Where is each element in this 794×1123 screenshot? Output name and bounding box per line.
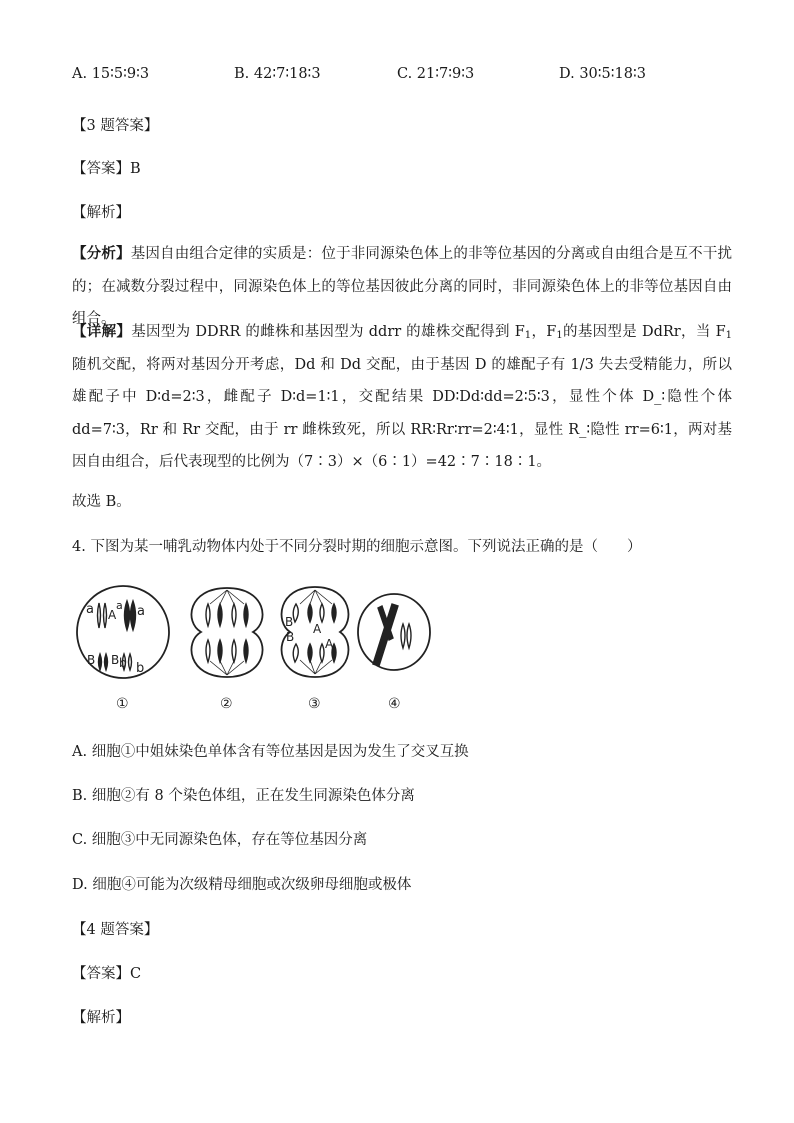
q4-option-c: C. 细胞③中无同源染色体，存在等位基因分离 [72,832,368,848]
cell1-label: a [116,599,123,612]
cell1-label: a [86,602,94,617]
q4-option-b: B. 细胞②有 8 个染色体组，正在发生同源染色体分离 [72,788,415,804]
cell1-label: b [136,661,145,676]
q3-answer-header: 【3 题答案】 [72,118,159,134]
cell1-label: a [137,604,145,619]
cell1-label: A [108,608,117,622]
q3-fenxi: 【分析】基因自由组合定律的实质是：位于非同源染色体上的非等位基因的分离或自由组合是互不干扰的；在减数分裂过程中，同源染色体上的等位基因彼此分离的同时，非同源染色体上的非等位基因自由组合。 [72,245,733,327]
cell1-label: b [119,656,127,670]
cell1-label: B [111,653,120,667]
q3-options-row [72,66,722,86]
cell3-label: A [325,637,334,651]
cell-number: ③ [308,696,321,712]
cell1-label: B [87,653,96,667]
q4-option-d: D. 细胞④可能为次级精母细胞或次级卵母细胞或极体 [72,877,412,893]
q3-option-c: C. 21∶7∶9∶3 [397,66,475,82]
cell-1 [77,586,169,678]
cell-2 [191,588,262,677]
q4-cell-figure [70,582,440,714]
q3-analysis-header: 【解析】 [72,205,130,221]
q3-answer: 【答案】B [72,161,141,177]
cell-4 [358,594,430,670]
q3-conclusion: 故选 B。 [72,494,131,510]
q3-option-a: A. 15∶5∶9∶3 [72,66,150,82]
q3-option-d: D. 30∶5∶18∶3 [559,66,647,82]
q4-stem: 4. 下图为某一哺乳动物体内处于不同分裂时期的细胞示意图。下列说法正确的是（ ） [72,539,642,555]
cell-diagram-svg [70,582,440,714]
q4-answer: 【答案】C [72,966,142,982]
q4-answer-header: 【4 题答案】 [72,922,159,938]
cell-number: ① [116,696,129,712]
q3-option-b: B. 42∶7∶18∶3 [234,66,321,82]
cell3-label: B [286,630,295,644]
cell3-label: B [285,615,294,629]
cell3-label: A [313,622,322,636]
cell-number: ④ [388,696,401,712]
q4-option-a: A. 细胞①中姐妹染色单体含有等位基因是因为发生了交叉互换 [72,744,469,760]
cell-3 [282,587,349,677]
q3-xiangjie: 【详解】基因型为 DDRR 的雌株和基因型为 ddrr 的雄株交配得到 $F_1$，$F_1$的基因型是 DdRr，当 $F_1$随机交配，将两对基因分开考虑，Dd 和 Dd 交配，由于基因 D 的雄配子有 1/3 失去受精能力，所以雄配子中 D∶d=2∶3，雌配子 D∶d=1∶1，交配结果 DD∶Dd∶dd=2∶5∶3，显性个体 D_∶隐性个体 dd=7∶3，Rr 和 Rr 交配，由于 rr 雌株致死，所以 RR∶Rr∶rr=2∶4∶1，显性 R_∶隐性 rr=6∶1，两对基因自由组合，后代表现型的比例为（7∶3）×（6∶1）=42∶7∶18∶1。 [72,323,733,470]
cell-number: ② [220,696,233,712]
q4-analysis-header: 【解析】 [72,1010,130,1026]
